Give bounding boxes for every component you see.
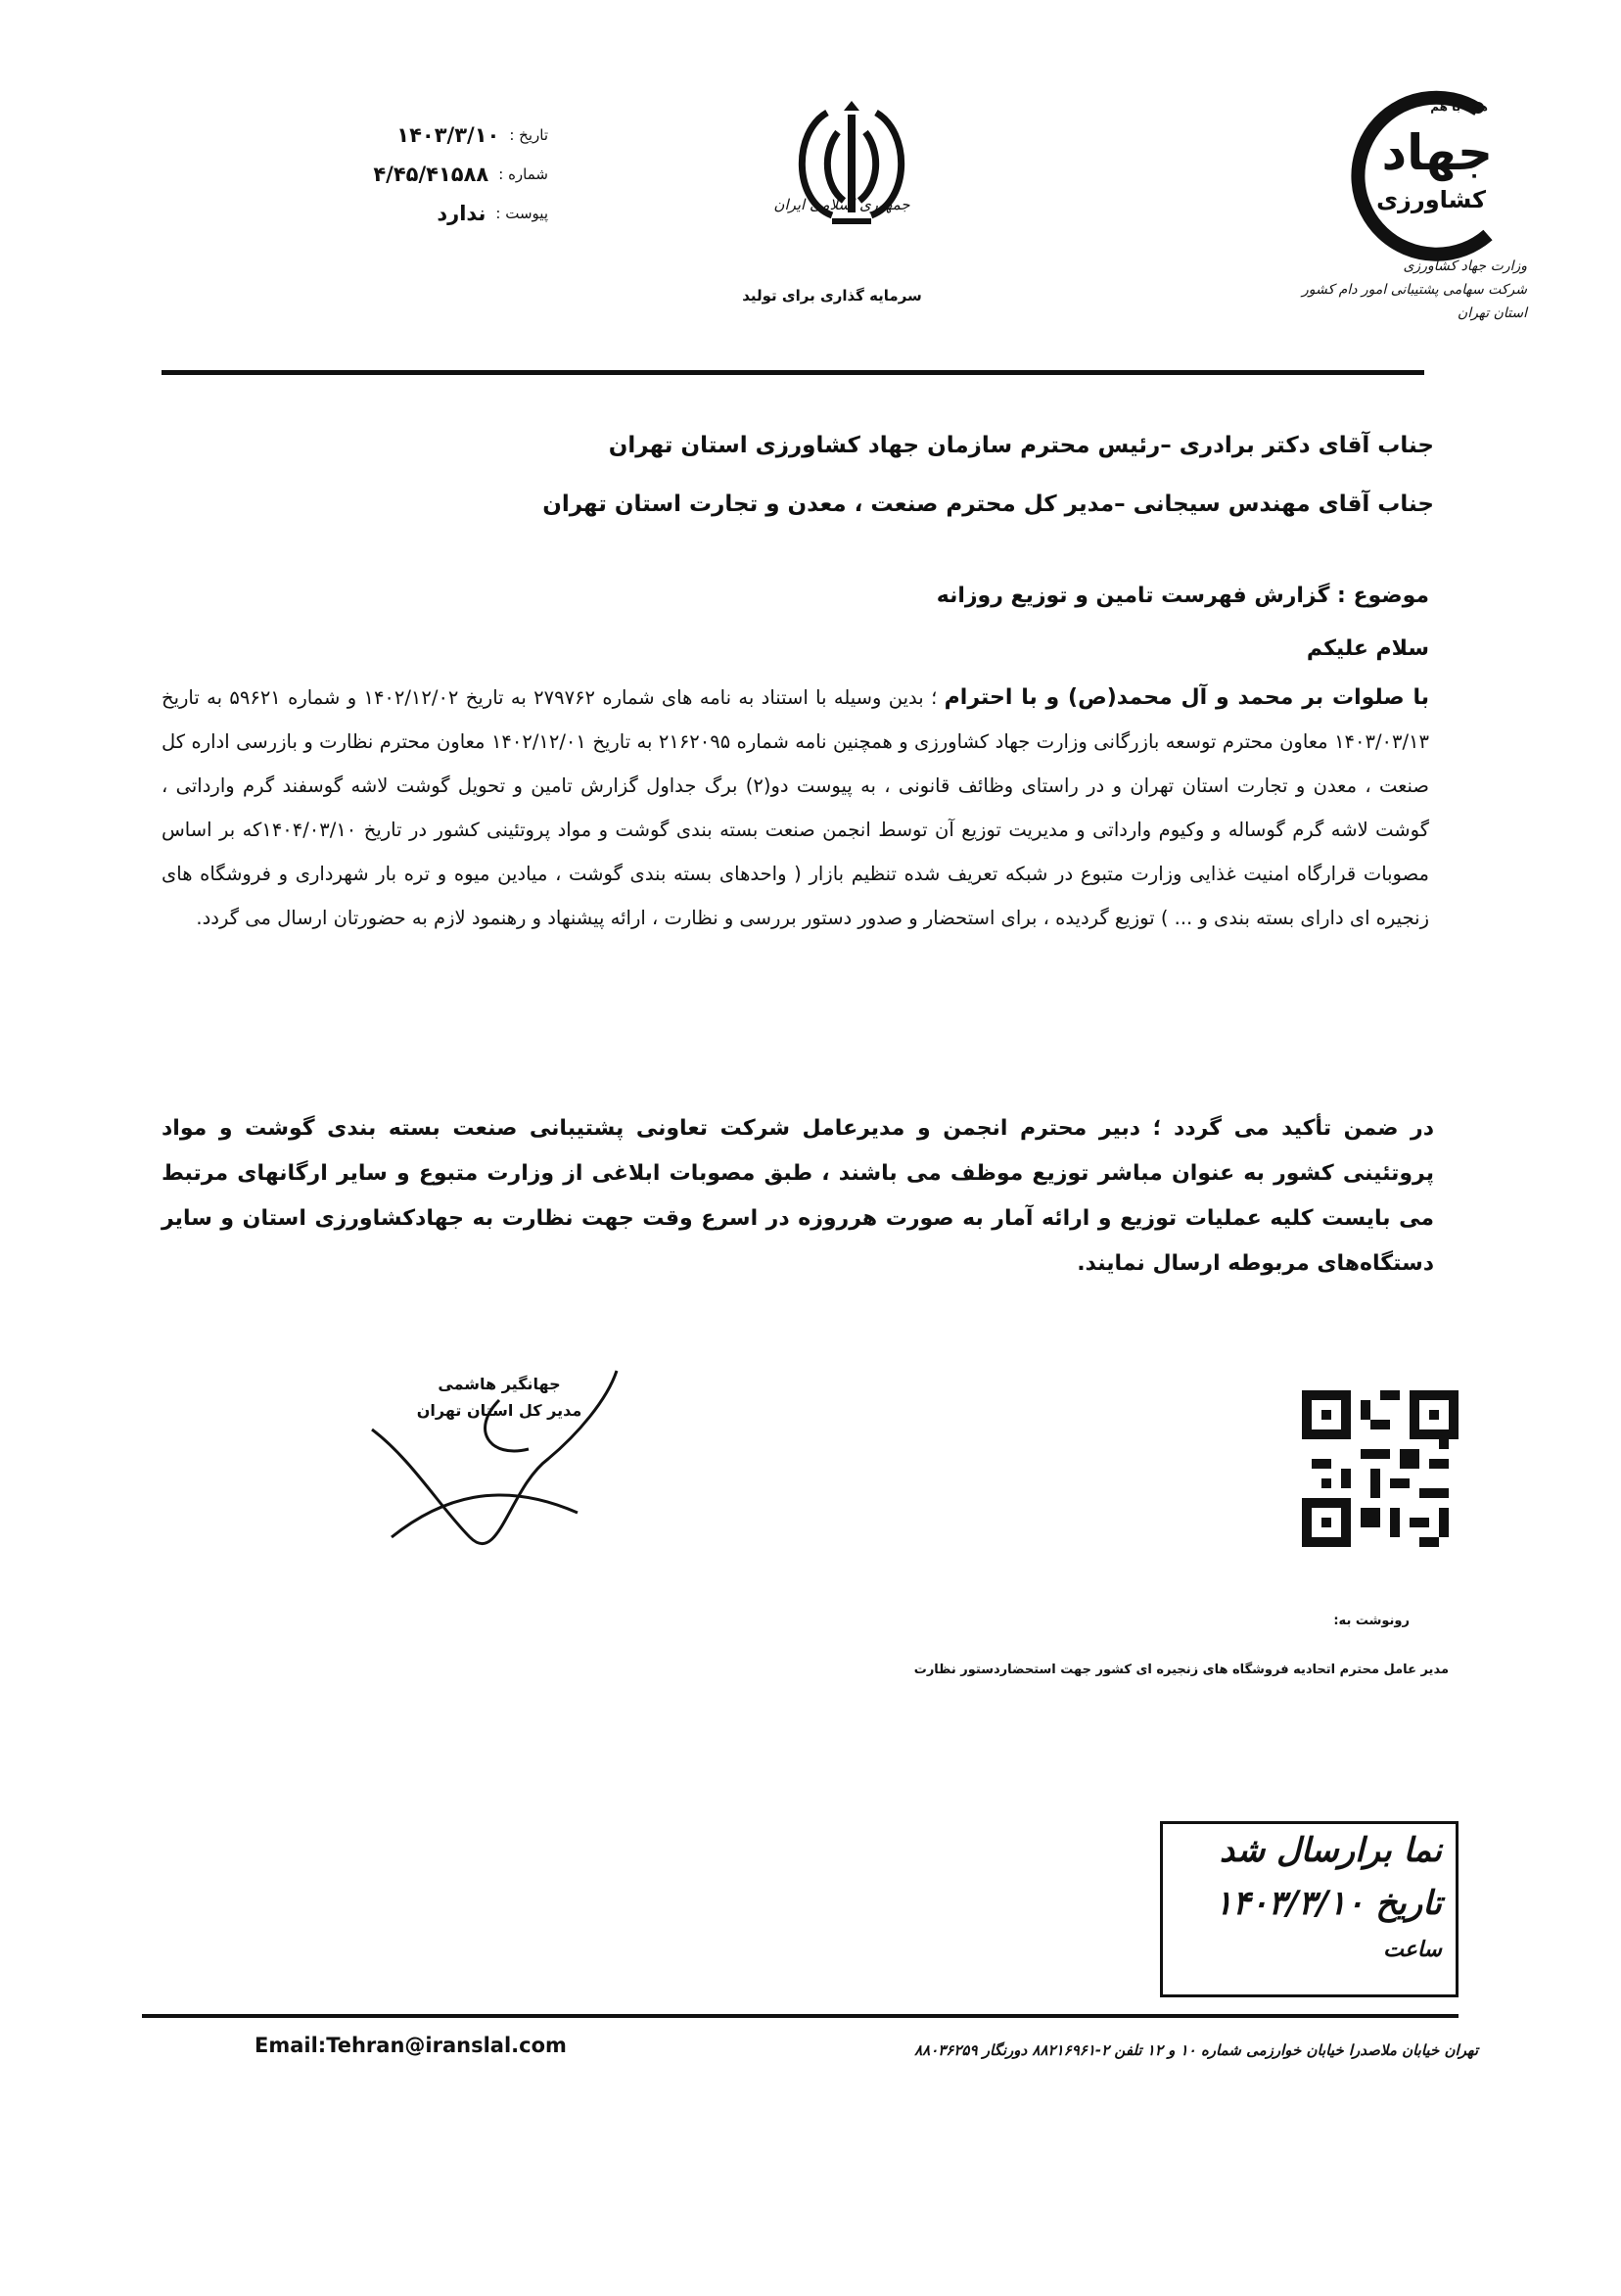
- qr-code-icon: [1302, 1390, 1459, 1547]
- body-text: ؛ بدین وسیله با استناد به نامه های شماره ۲۷۹۷۶۲ به تاریخ ۱۴۰۲/۱۲/۰۲ و شماره ۵۹۶۲۱ به تاریخ ۱۴۰۳/۰۳/۱۳ معاون محترم توسعه بازرگانی وزارت جهاد کشاورزی و همچنین نامه شماره ۲۱۶۲۰۹۵ به تاریخ ۱۴۰۲/۱۲/۰۱ معاون محترم نظارت و بازرسی اداره کل صنعت ، معدن و تجارت استان تهران و در راستای وظائف قانونی ، به پیوست دو(۲) برگ جداول گزارش تامین و تحویل گوشت لاشه گوسفند گرم وارداتی ، گوشت لاشه گرم گوساله و وکیوم وارداتی و مدیریت توزیع آن توسط انجمن صنعت بسته بندی گوشت و مواد پروتئینی کشور در تاریخ ۱۴۰۴/۰۳/۱۰که بر اساس مصوبات قرارگاه امنیت غذایی وزارت متبوع در شبکه تعریف شده تنظیم بازار ( واحدهای بسته بندی گوشت ، میادین میوه و تره بار شهرداری و فروشگاه های زنجیره ای دارای بسته بندی و ... ) توزیع گردیده ، برای استحضار و صدور دستور بررسی و نظارت ، ارائه پیشنهاد و رهنمود لازم به حضورتان ارسال می گردد.: [162, 686, 1429, 929]
- emphasis-paragraph: در ضمن تأکید می گردد ؛ دبیر محترم انجمن و مدیرعامل شرکت تعاونی پشتیبانی صنعت بسته بندی گوشت و مواد پروتئینی کشور به عنوان مباشر توزیع موظف می باشند ، طبق مصوبات ابلاغی از وزارت متبوع و سایر ارگانهای مرتبط می بایست کلیه عملیات توزیع و ارائه آمار به صورت هرروزه در اسرع وقت جهت نظارت به جهادکشاورزی استان و سایر دستگاه‌های مربوطه ارسال نمایند.: [162, 1116, 1434, 1276]
- org-line: استان تهران: [1457, 305, 1527, 321]
- number-label: شماره :: [498, 165, 548, 183]
- date-row: [323, 116, 548, 155]
- footer-divider: [142, 2014, 1459, 2018]
- organization-lines: [1302, 255, 1527, 325]
- signatory-name: جهانگیر هاشمی: [438, 1375, 561, 1393]
- logo-top-text: همه با هم: [1430, 100, 1488, 114]
- slogan: سرمایه گذاری برای تولید: [742, 287, 922, 305]
- salutation: با صلوات بر محمد و آل محمد(ص) و با احترام: [944, 685, 1429, 710]
- date-label: تاریخ :: [509, 126, 548, 144]
- stamp-line-2: تاریخ ۱۴۰۳/۳/۱۰: [1214, 1884, 1442, 1923]
- fax-sent-stamp: [1160, 1821, 1459, 1997]
- cc-label: رونوشت به:: [1333, 1614, 1410, 1628]
- stamp-line-1: نما برارسال شد: [1219, 1831, 1442, 1870]
- number-row: [323, 155, 548, 194]
- greeting: سلام علیکم: [1306, 636, 1429, 661]
- number-value: ۴/۴۵/۴۱۵۸۸: [373, 163, 489, 186]
- cc-recipient: مدیر عامل محترم اتحادیه فروشگاه های زنجیره ای کشور جهت استحضاردستور نظارت: [913, 1663, 1449, 1677]
- subject-line: موضوع : گزارش فهرست تامین و توزیع روزانه: [936, 584, 1429, 608]
- attachment-value: ندارد: [437, 202, 486, 225]
- emblem-caption: جمهوری اسلامی ایران: [773, 196, 910, 213]
- addressee-line: جناب آقای دکتر برادری –رئیس محترم سازمان جهاد کشاورزی استان تهران: [608, 433, 1434, 458]
- attachment-row: [323, 194, 548, 233]
- footer-email: Email:Tehran@iranslal.com: [255, 2034, 567, 2057]
- iran-emblem-icon: [754, 93, 949, 259]
- org-line: شرکت سهامی پشتیبانی امور دام کشور: [1302, 282, 1527, 298]
- date-value: ۱۴۰۳/۳/۱۰: [396, 123, 500, 147]
- addressees: [323, 416, 1434, 534]
- body-paragraph: [162, 676, 1429, 940]
- stamp-line-3: ساعت: [1383, 1937, 1442, 1962]
- addressee-line: جناب آقای مهندس سیجانی –مدیر کل محترم صنعت ، معدن و تجارت استان تهران: [542, 492, 1434, 517]
- header-divider: [162, 370, 1424, 375]
- letter-metadata: [323, 116, 548, 233]
- footer-address: تهران خیابان ملاصدرا خیابان خوارزمی شماره ۱۰ و ۱۲ تلفن ۲-۸۸۲۱۶۹۶۱ دورنگار ۸۸۰۳۶۲۵۹: [914, 2041, 1478, 2059]
- signatory-title: مدیر کل استان تهران: [416, 1401, 582, 1420]
- logo-main-text: جهاد: [1381, 124, 1493, 181]
- org-line: وزارت جهاد کشاورزی: [1403, 258, 1527, 274]
- logo-sub-text: کشاورزی: [1376, 186, 1486, 213]
- signature-block: [372, 1371, 626, 1424]
- attachment-label: پیوست :: [495, 205, 548, 222]
- jahad-logo: [1331, 88, 1517, 264]
